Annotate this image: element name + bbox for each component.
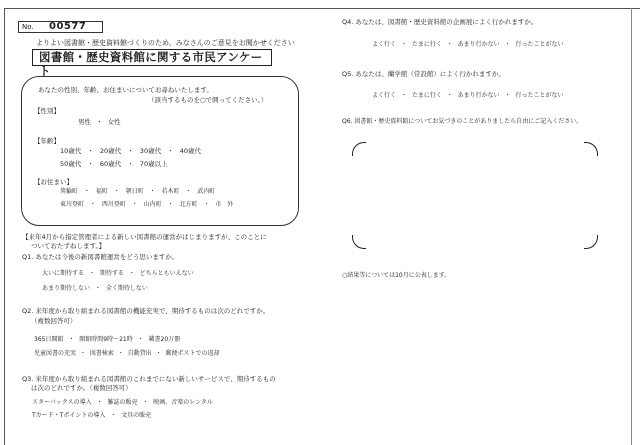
frame-corner-bl (352, 235, 366, 249)
address-options-row2: 東川登町 ・ 西川登町 ・ 山内町 ・ 北方町 ・ 市 外 (60, 201, 234, 208)
frame-corner-tr (584, 142, 598, 156)
q1-options-row1: 大いに期待する ・ 期待する ・ どちらともいえない (42, 270, 194, 277)
q6-text: Q6. 図書館・歴史資料館についてお気づきのことがありましたら自由にご記入ください。 (342, 118, 583, 125)
q4-options: よく行く ・ たまに行く ・ あまり行かない ・ 行ったことがない (372, 41, 564, 48)
q2-options-row2: 児童図書の充実 ・ 図書検索 ・ 自動貸出 ・ 郵便ポストでの返却 (34, 350, 220, 357)
address-heading: 【お住まい】 (34, 178, 73, 186)
q5-options: よく行く ・ たまに行く ・ あまり行かない ・ 行ったことがない (372, 92, 564, 99)
number-value: 00577 (49, 21, 87, 32)
page-title: 図書館・歴史資料館に関する市民アンケート (32, 49, 272, 66)
q2-options-row1: 365日開館 ・ 開館時間9時～21時 ・ 蔵書20万冊 (34, 336, 181, 343)
q3-options-row2: Tカード・Tポイントの導入 ・ 文具の販売 (32, 412, 152, 419)
profile-instruction: （該当するものを○で囲ってください。） (148, 96, 268, 104)
age-heading: 【年齢】 (34, 137, 60, 145)
q3-options-row1: スターバックスの導入 ・ 雑誌の販売 ・ 映画、音楽のレンタル (32, 399, 213, 406)
q2-line2: （複数回答可） (31, 317, 77, 325)
q1-text: Q1. あなたは今後の新図書館運営をどう思いますか。 (22, 253, 179, 261)
scan-edge-left (4, 8, 5, 445)
scan-edge-right (631, 8, 632, 445)
q6-answer-area[interactable] (352, 142, 598, 249)
q1-options-row2: あまり期待しない ・ 全く期待しない (42, 285, 148, 292)
survey-number-box (18, 21, 103, 33)
footer-note: ○結果等については10月に公表します。 (342, 272, 451, 279)
q4-text: Q4. あなたは、図書館・歴史資料館の企画展によく行かれますか。 (342, 18, 538, 26)
notice-line1: 【来年4月から指定管理者による新しい図書館の運営がはじまりますが、このことに (22, 233, 267, 241)
gender-heading: 【性別】 (34, 107, 60, 115)
q3-line1: Q3. 来年度から取り組まれる図書館のこれまでにない新しいサービスで、期待するもの (22, 375, 276, 383)
age-options-row2: 50歳代 ・ 60歳代 ・ 70歳以上 (60, 160, 168, 168)
q2-line1: Q2. 来年度から取り組まれる図書館の機能充実で、期待するものは次のどれですか。 (22, 307, 270, 315)
address-options-row1: 箕輪町 ・ 福町 ・ 朝日町 ・ 若木町 ・ 武内町 (60, 188, 216, 195)
frame-corner-tl (352, 142, 366, 156)
q3-line2: は次のどれですか。（複数回答可） (31, 384, 132, 392)
age-options-row1: 10歳代 ・ 20歳代 ・ 30歳代 ・ 40歳代 (60, 147, 201, 155)
profile-prompt: あなたの性別、年齢、お住まいについてお尋ねいたします。 (38, 86, 213, 94)
number-label: No. (22, 23, 34, 31)
notice-line2: ついておたずねします。】 (31, 242, 106, 250)
q5-text: Q5. あなたは、蘭学館（常設館）によく行かれますか。 (342, 70, 505, 78)
frame-corner-br (584, 235, 598, 249)
scan-edge-top (4, 8, 640, 9)
intro-text: よりよい図書館・歴史資料館づくりのため、みなさんのご意見をお聞かせください (36, 39, 295, 47)
gender-options: 男性 ・ 女性 (78, 118, 121, 126)
